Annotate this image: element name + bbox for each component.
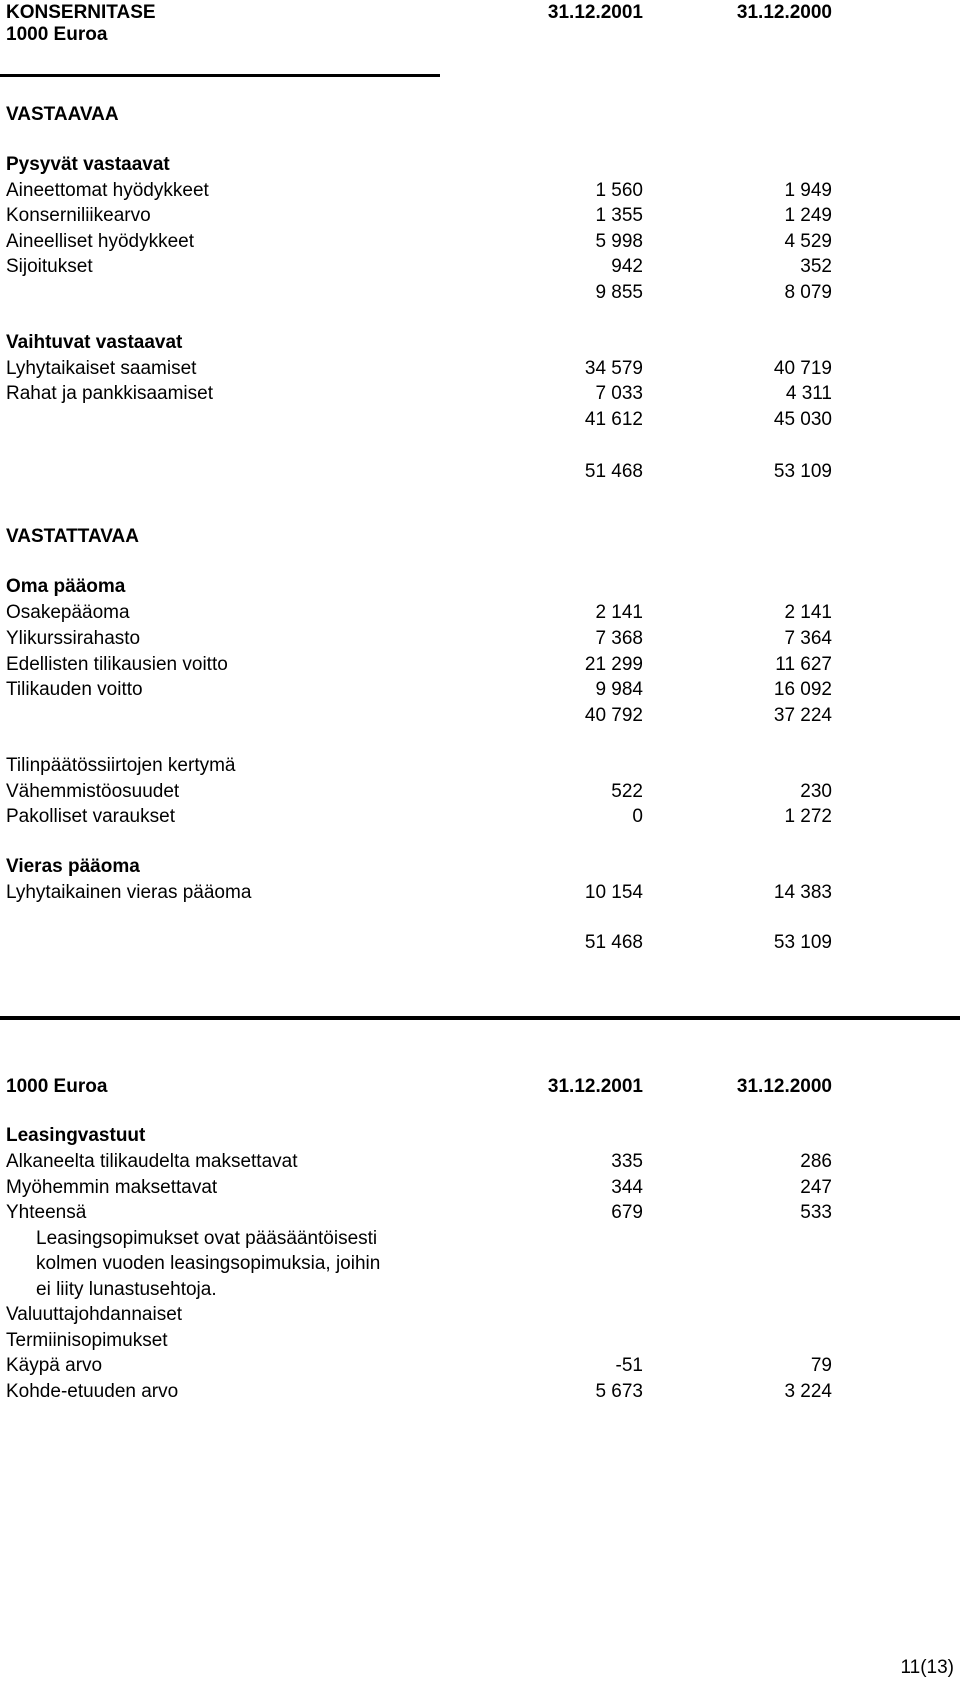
fixed-assets-heading-row bbox=[0, 152, 960, 178]
row-label: Alkaneelta tilikaudelta maksettavat bbox=[6, 1151, 298, 1172]
note-line bbox=[0, 1226, 960, 1252]
note-line bbox=[0, 1251, 960, 1277]
balance-col2-header: 31.12.2000 bbox=[736, 2, 832, 23]
value-2000: 16 092 bbox=[773, 679, 832, 700]
row-label: Aineelliset hyödykkeet bbox=[6, 231, 194, 252]
value-2000: 4 311 bbox=[785, 383, 832, 404]
table-row bbox=[0, 779, 960, 805]
liabilities-heading-row bbox=[0, 524, 960, 550]
commitments-header-row bbox=[0, 1074, 960, 1100]
table-row bbox=[0, 178, 960, 204]
appropriations-row bbox=[0, 753, 960, 779]
subtotal-2000: 8 079 bbox=[784, 282, 832, 303]
total-2001: 51 468 bbox=[584, 461, 643, 482]
table-row bbox=[0, 677, 960, 703]
value-2001: 335 bbox=[611, 1151, 643, 1172]
value-2001: 10 154 bbox=[584, 882, 643, 903]
appropriations-label: Tilinpäätössiirtojen kertymä bbox=[6, 755, 236, 776]
leasing-heading: Leasingvastuut bbox=[6, 1125, 146, 1146]
derivatives-heading-row bbox=[0, 1302, 960, 1328]
note-text: ei liity lunastusehtoja. bbox=[36, 1279, 217, 1300]
value-2001: 5 673 bbox=[595, 1381, 643, 1402]
value-2001: 522 bbox=[611, 781, 643, 802]
row-label: Aineettomat hyödykkeet bbox=[6, 180, 209, 201]
assets-total-row bbox=[0, 459, 960, 485]
subtotal-2001: 41 612 bbox=[584, 409, 643, 430]
page-number-row bbox=[0, 1655, 960, 1681]
row-label: Tilikauden voitto bbox=[6, 679, 143, 700]
subtotal-2001: 40 792 bbox=[584, 705, 643, 726]
value-2000: 2 141 bbox=[784, 602, 832, 623]
table-row bbox=[0, 1149, 960, 1175]
row-label: Vähemmistöosuudet bbox=[6, 781, 180, 802]
value-2000: 3 224 bbox=[784, 1381, 832, 1402]
value-2001: 1 355 bbox=[595, 205, 643, 226]
table-row bbox=[0, 1200, 960, 1226]
row-label: Kohde-etuuden arvo bbox=[6, 1381, 179, 1402]
table-row bbox=[0, 804, 960, 830]
leasing-heading-row bbox=[0, 1123, 960, 1149]
row-label: Sijoitukset bbox=[6, 256, 93, 277]
current-assets-heading: Vaihtuvat vastaavat bbox=[6, 332, 183, 353]
balance-unit: 1000 Euroa bbox=[6, 24, 108, 45]
equity-heading-row bbox=[0, 574, 960, 600]
derivatives-subheading: Termiinisopimukset bbox=[6, 1330, 168, 1351]
page-number: 11(13) bbox=[900, 1657, 954, 1678]
value-2001: -51 bbox=[615, 1355, 643, 1376]
row-label: Yhteensä bbox=[6, 1202, 87, 1223]
value-2001: 7 033 bbox=[595, 383, 643, 404]
value-2000: 247 bbox=[800, 1177, 832, 1198]
commitments-col1-header: 31.12.2001 bbox=[547, 1076, 643, 1097]
subtotal-row bbox=[0, 703, 960, 729]
table-row bbox=[0, 880, 960, 906]
table-row bbox=[0, 1379, 960, 1405]
value-2000: 1 949 bbox=[784, 180, 832, 201]
liabilities-total-row bbox=[0, 930, 960, 956]
table-row bbox=[0, 356, 960, 382]
total-2000: 53 109 bbox=[773, 461, 832, 482]
value-2000: 11 627 bbox=[775, 654, 832, 675]
note-line bbox=[0, 1277, 960, 1303]
balance-col1-header: 31.12.2001 bbox=[547, 2, 643, 23]
value-2000: 7 364 bbox=[784, 628, 832, 649]
value-2000: 230 bbox=[800, 781, 832, 802]
row-label: Osakepääoma bbox=[6, 602, 130, 623]
value-2000: 286 bbox=[800, 1151, 832, 1172]
assets-heading: VASTAAVAA bbox=[6, 104, 119, 125]
commitments-unit: 1000 Euroa bbox=[6, 1076, 108, 1097]
value-2000: 1 272 bbox=[784, 806, 832, 827]
value-2000: 533 bbox=[800, 1202, 832, 1223]
value-2001: 942 bbox=[611, 256, 643, 277]
liabilities-heading: VASTATTAVAA bbox=[6, 526, 139, 547]
assets-heading-row bbox=[0, 102, 960, 128]
value-2000: 14 383 bbox=[773, 882, 832, 903]
debt-heading-row bbox=[0, 854, 960, 880]
value-2001: 5 998 bbox=[595, 231, 643, 252]
note-text: kolmen vuoden leasingsopimuksia, joihin bbox=[36, 1253, 381, 1274]
table-row bbox=[0, 254, 960, 280]
table-row bbox=[0, 626, 960, 652]
table-row bbox=[0, 600, 960, 626]
subtotal-2001: 9 855 bbox=[595, 282, 643, 303]
value-2001: 9 984 bbox=[595, 679, 643, 700]
value-2001: 7 368 bbox=[595, 628, 643, 649]
current-assets-heading-row bbox=[0, 330, 960, 356]
value-2000: 79 bbox=[810, 1355, 832, 1376]
balance-title: KONSERNITASE bbox=[6, 2, 156, 23]
row-label: Myöhemmin maksettavat bbox=[6, 1177, 218, 1198]
note-text: Leasingsopimukset ovat pääsääntöisesti bbox=[36, 1228, 378, 1249]
table-row bbox=[0, 229, 960, 255]
row-label: Konserniliikearvo bbox=[6, 205, 151, 226]
row-label: Edellisten tilikausien voitto bbox=[6, 654, 228, 675]
derivatives-subheading-row bbox=[0, 1328, 960, 1354]
section-divider bbox=[0, 1016, 960, 1020]
table-row bbox=[0, 381, 960, 407]
derivatives-heading: Valuuttajohdannaiset bbox=[6, 1304, 183, 1325]
value-2001: 0 bbox=[632, 806, 643, 827]
subtotal-2000: 37 224 bbox=[773, 705, 832, 726]
value-2001: 344 bbox=[611, 1177, 643, 1198]
subtotal-2000: 45 030 bbox=[773, 409, 832, 430]
value-2001: 1 560 bbox=[595, 180, 643, 201]
value-2001: 21 299 bbox=[584, 654, 643, 675]
value-2000: 1 249 bbox=[784, 205, 832, 226]
fixed-assets-heading: Pysyvät vastaavat bbox=[6, 154, 170, 175]
value-2000: 4 529 bbox=[784, 231, 832, 252]
value-2000: 40 719 bbox=[773, 358, 832, 379]
balance-unit-row bbox=[0, 22, 960, 48]
table-row bbox=[0, 1353, 960, 1379]
row-label: Pakolliset varaukset bbox=[6, 806, 175, 827]
header-rule bbox=[0, 74, 440, 77]
value-2001: 34 579 bbox=[584, 358, 643, 379]
table-row bbox=[0, 652, 960, 678]
total-2001: 51 468 bbox=[584, 932, 643, 953]
equity-heading: Oma pääoma bbox=[6, 576, 126, 597]
row-label: Käypä arvo bbox=[6, 1355, 103, 1376]
total-2000: 53 109 bbox=[773, 932, 832, 953]
table-row bbox=[0, 203, 960, 229]
row-label: Lyhytaikaiset saamiset bbox=[6, 358, 197, 379]
row-label: Lyhytaikainen vieras pääoma bbox=[6, 882, 252, 903]
subtotal-row bbox=[0, 407, 960, 433]
value-2001: 679 bbox=[611, 1202, 643, 1223]
value-2001: 2 141 bbox=[595, 602, 643, 623]
row-label: Ylikurssirahasto bbox=[6, 628, 141, 649]
commitments-col2-header: 31.12.2000 bbox=[736, 1076, 832, 1097]
debt-heading: Vieras pääoma bbox=[6, 856, 140, 877]
value-2000: 352 bbox=[800, 256, 832, 277]
table-row bbox=[0, 1175, 960, 1201]
row-label: Rahat ja pankkisaamiset bbox=[6, 383, 213, 404]
subtotal-row bbox=[0, 280, 960, 306]
